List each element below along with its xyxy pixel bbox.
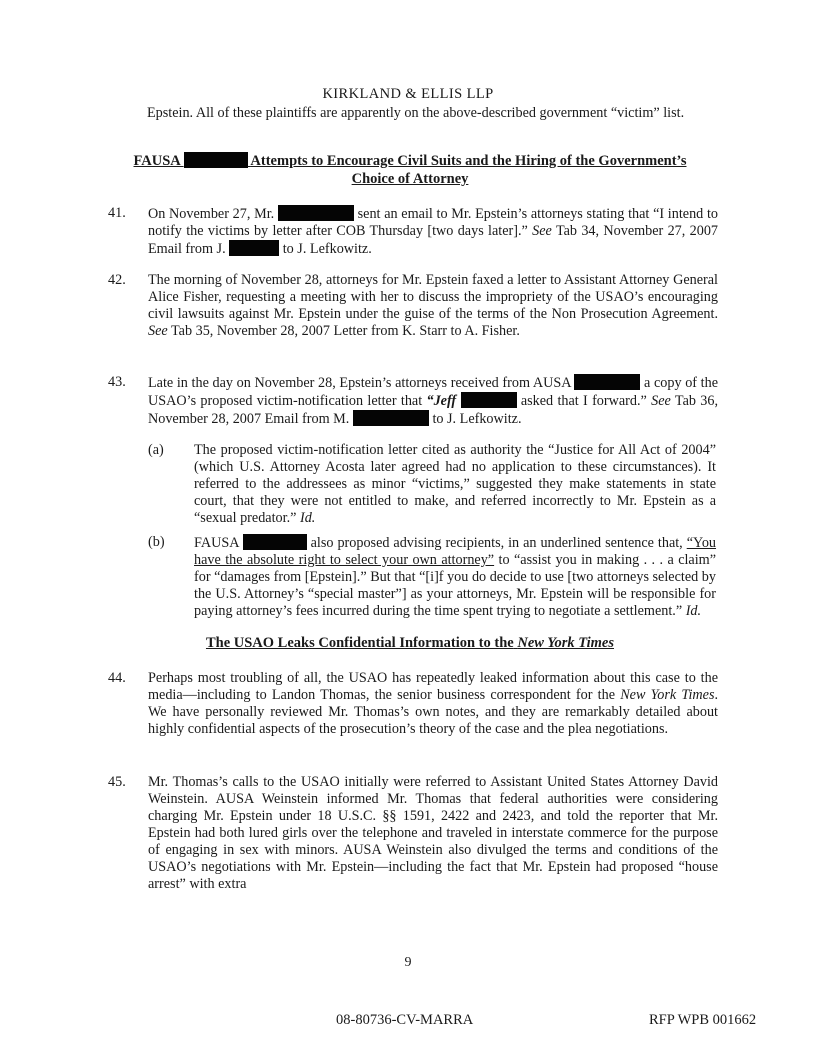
paragraph-number: 44.	[108, 670, 126, 686]
heading-line1: Attempts to Encourage Civil Suits and the Hiring of the Government’s	[250, 153, 687, 169]
underlined-quote: “You have the absolute right to select your own attorney”	[194, 535, 717, 568]
redaction-block	[574, 374, 640, 390]
redaction-block	[353, 410, 429, 426]
section-heading-civil-suits	[110, 152, 710, 188]
publication-name: New York Times	[620, 687, 715, 703]
paragraph-text: Tab 36, November 28, 2007 Email from M.	[148, 393, 719, 427]
heading-line2: Choice of Attorney	[351, 171, 469, 187]
paragraph-text: Mr. Thomas’s calls to the USAO initially were referred to Assistant United States Attorney David Weinstein. AUSA Weinstein informed Mr. Thomas that federal authorities were considering charging Mr. Epstein under 18 U.S.C. §§ 1591, 2422 and 2423, and told the reporter that Mr. Epstein had both lured girls over the telephone and traveled in interstate commerce for the purpose of engaging in sex with minors. AUSA Weinstein also divulged the terms and conditions of the USAO’s negotiations with Mr. Epstein—including the fact that Mr. Epstein had proposed “house arrest” with extra	[148, 774, 718, 892]
paragraph-text: The proposed victim-notification letter cited as authority the “Justice for All Act of 2004” (which U.S. Attorney Acosta later agreed had no application to these circumstances). It referred to the addressees as minor “victims,” suggested they make statements in state court, that they were not entitled to make, and referred incorrectly to Mr. Epstein as a “sexual predator.”	[194, 442, 716, 526]
paragraph-text: The morning of November 28, attorneys for Mr. Epstein faxed a letter to Assistant Attorney General Alice Fisher, requesting a meeting with her to discuss the impropriety of the USAO’s encouraging civil lawsuits against Mr. Epstein under the guise of the terms of the Non Prosecution Agreement.	[148, 272, 718, 322]
paragraph-text: to “assist you in making . . . a claim” for “damages from [Epstein].” But that “[i]f you do decide to use [two attorneys selected by the U.S. Attorney’s “special master”] as your attorneys, Mr. Epstein will be responsible for paying attorney’s fees incurred during the time spent trying to negotiate a settlement.”	[194, 552, 717, 619]
paragraph-text: . We have personally reviewed Mr. Thomas’s own notes, and they are remarkably detailed about highly confidential aspects of the prosecution’s theory of the case and the plea negotiations.	[148, 687, 719, 737]
paragraph-text: to J. Lefkowitz.	[432, 411, 522, 427]
quoted-name: “Jeff	[426, 393, 457, 409]
page-number: 9	[404, 955, 412, 970]
citation-signal: See	[532, 223, 552, 239]
footer-case-number: 08-80736-CV-MARRA	[336, 1012, 474, 1028]
heading-italic: New York Times	[517, 635, 615, 651]
paragraph-number: 45.	[108, 774, 126, 790]
citation-id: Id.	[685, 603, 702, 619]
paragraph-number: 41.	[108, 205, 126, 221]
heading-text: The USAO Leaks Confidential Information to the	[205, 635, 514, 651]
letterhead: KIRKLAND & ELLIS LLP	[322, 86, 494, 102]
paragraph-text: Tab 35, November 28, 2007 Letter from K. Starr to A. Fisher.	[171, 323, 520, 339]
paragraph-number: 43.	[108, 374, 126, 390]
intro-paragraph: Epstein. All of these plaintiffs are apparently on the above-described government “victim” list.	[147, 105, 685, 121]
citation-signal: See	[148, 323, 168, 339]
paragraph-text: Late in the day on November 28, Epstein’s attorneys received from AUSA	[148, 375, 571, 391]
paragraph-text: to J. Lefkowitz.	[282, 241, 372, 257]
paragraph-text: Tab 34, November 27, 2007 Email from J.	[148, 223, 719, 257]
heading-prefix: FAUSA	[133, 153, 180, 169]
paragraph-text: On November 27, Mr.	[148, 206, 275, 222]
paragraph-number: 42.	[108, 272, 126, 288]
paragraph-text: also proposed advising recipients, in an underlined sentence that,	[310, 535, 683, 551]
citation-signal: See	[651, 393, 671, 409]
paragraph-text: a copy of the USAO’s proposed victim-notification letter that	[148, 375, 719, 409]
redaction-block	[243, 534, 307, 550]
redaction-block	[278, 205, 354, 221]
redaction-block	[461, 392, 517, 408]
redaction-block	[229, 240, 279, 256]
paragraph-text: sent an email to Mr. Epstein’s attorneys stating that “I intend to notify the victims by letter after COB Thursday [two days later].”	[148, 206, 719, 239]
paragraph-text: FAUSA	[194, 535, 239, 551]
redaction-block	[184, 152, 248, 168]
subparagraph-label: (b)	[148, 534, 165, 550]
paragraph-text: asked that I forward.”	[520, 393, 647, 409]
footer-bates-number: RFP WPB 001662	[649, 1012, 757, 1028]
paragraph-text: Perhaps most troubling of all, the USAO has repeatedly leaked information about this case to the media—including to Landon Thomas, the senior business correspondent for the	[148, 670, 718, 703]
citation-id: Id.	[299, 510, 316, 526]
subparagraph-label: (a)	[148, 442, 164, 458]
section-heading-leaks	[110, 634, 710, 652]
